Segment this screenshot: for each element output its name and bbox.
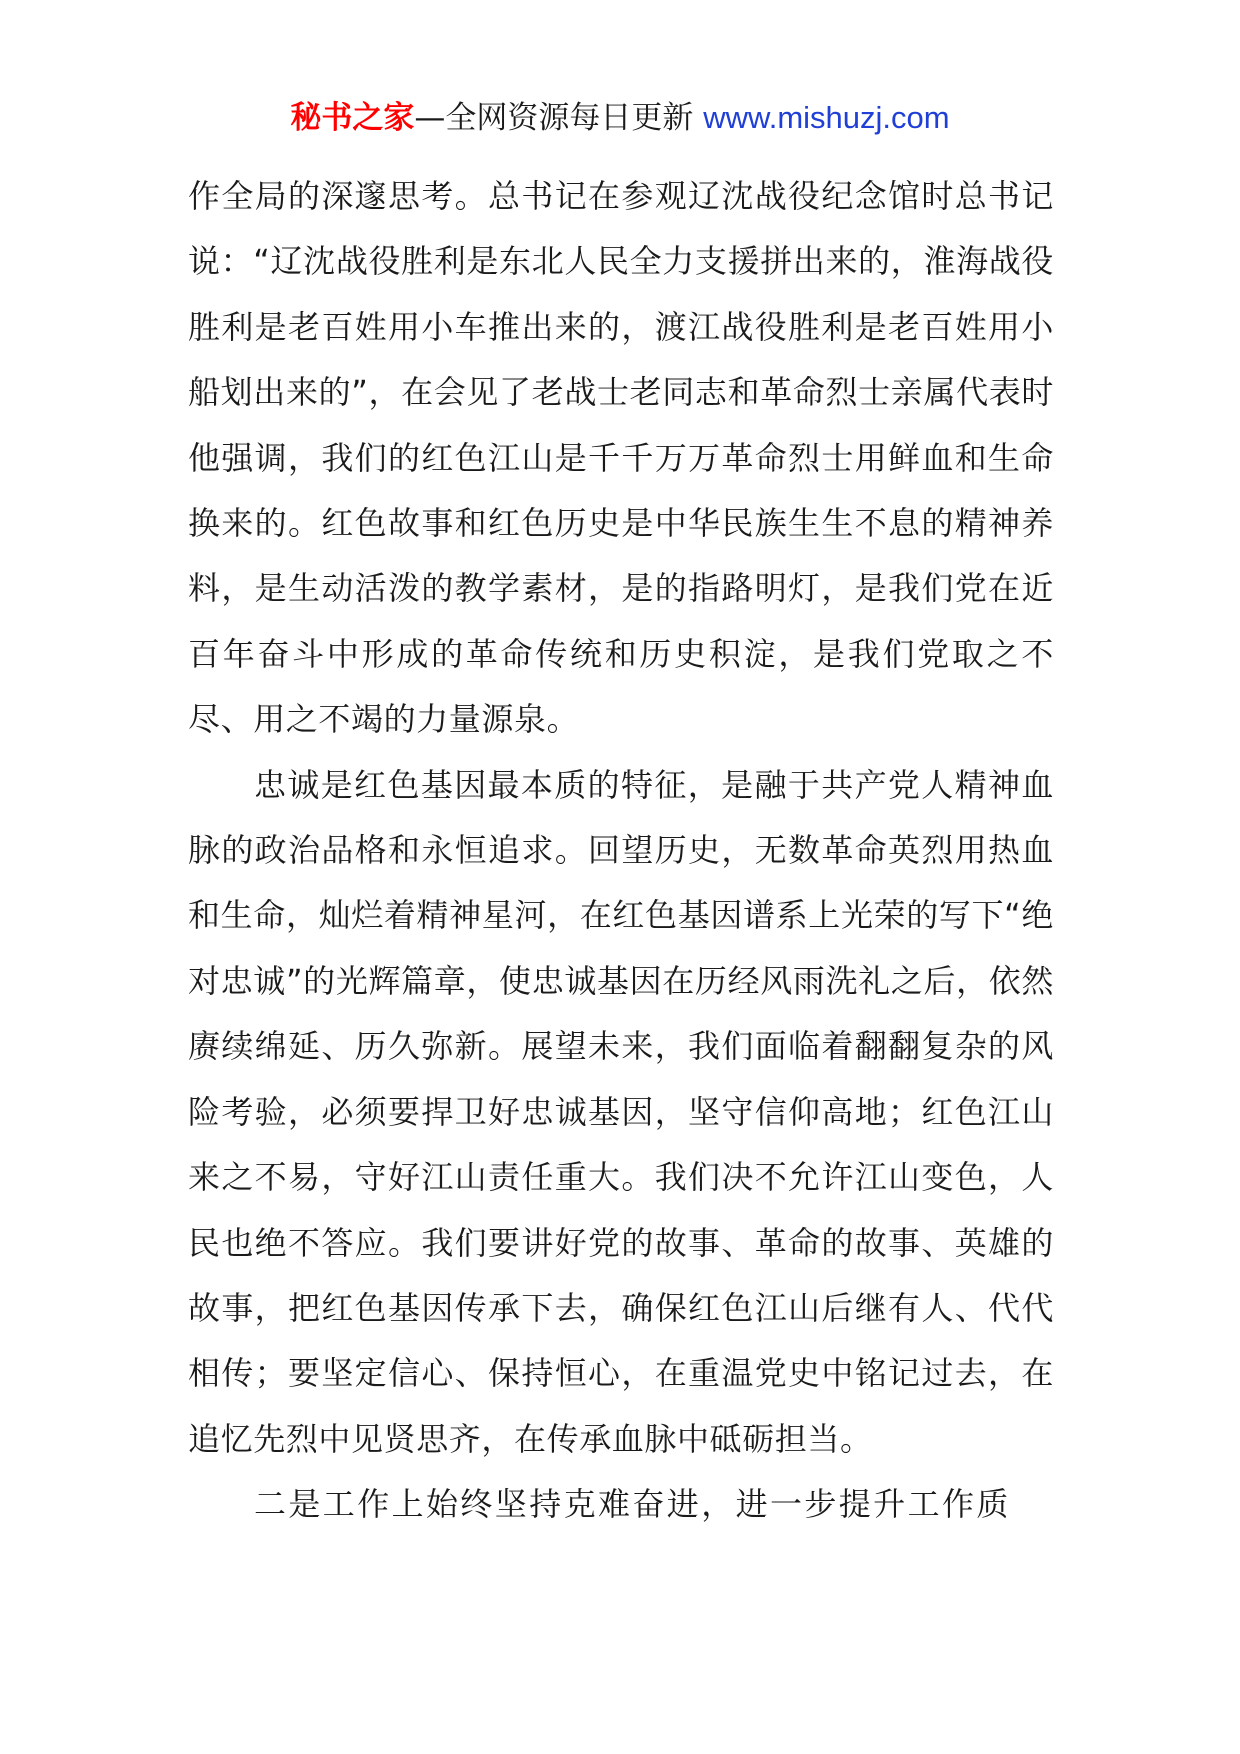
site-header: [0, 96, 1240, 140]
paragraph-section-two-heading: 二是工作上始终坚持克难奋进，进一步提升工作质: [254, 1485, 1011, 1524]
site-url-link[interactable]: www.mishuzj.com: [703, 100, 950, 135]
site-brand-logo: 秘书之家: [290, 100, 415, 136]
paragraph-continuation: 作全局的深邃思考。总书记在参观辽沈战役纪念馆时总书记说：“辽沈战役胜利是东北人民全力支援拼出来的，淮海战役胜利是老百姓用小车推出来的，渡江战役胜利是老百姓用小船划出来的”，在会见了老战士老同志和革命烈士亲属代表时他强调，我们的红色江山是千千万万革命烈士用鲜血和生命换来的。红色故事和红色历史是中华民族生生不息的精神养料，是生动活泼的教学素材，是的指路明灯，是我们党在近百年奋斗中形成的革命传统和历史积淀，是我们党取之不尽、用之不竭的力量源泉。: [188, 177, 1054, 739]
site-tagline: —全网资源每日更新: [414, 100, 704, 136]
document-body: [188, 164, 1054, 1538]
paragraph-loyalty: 忠诚是红色基因最本质的特征，是融于共产党人精神血脉的政治品格和永恒追求。回望历史，无数革命英烈用热血和生命，灿烂着精神星河，在红色基因谱系上光荣的写下“绝对忠诚”的光辉篇章，使忠诚基因在历经风雨洗礼之后，依然赓续绵延、历久弥新。展望未来，我们面临着翻翻复杂的风险考验，必须要捍卫好忠诚基因，坚守信仰高地；红色江山来之不易，守好江山责任重大。我们决不允许江山变色，人民也绝不答应。我们要讲好党的故事、革命的故事、英雄的故事，把红色基因传承下去，确保红色江山后继有人、代代相传；要坚定信心、保持恒心，在重温党史中铭记过去，在追忆先烈中见贤思齐，在传承血脉中砥砺担当。: [188, 765, 1054, 1458]
